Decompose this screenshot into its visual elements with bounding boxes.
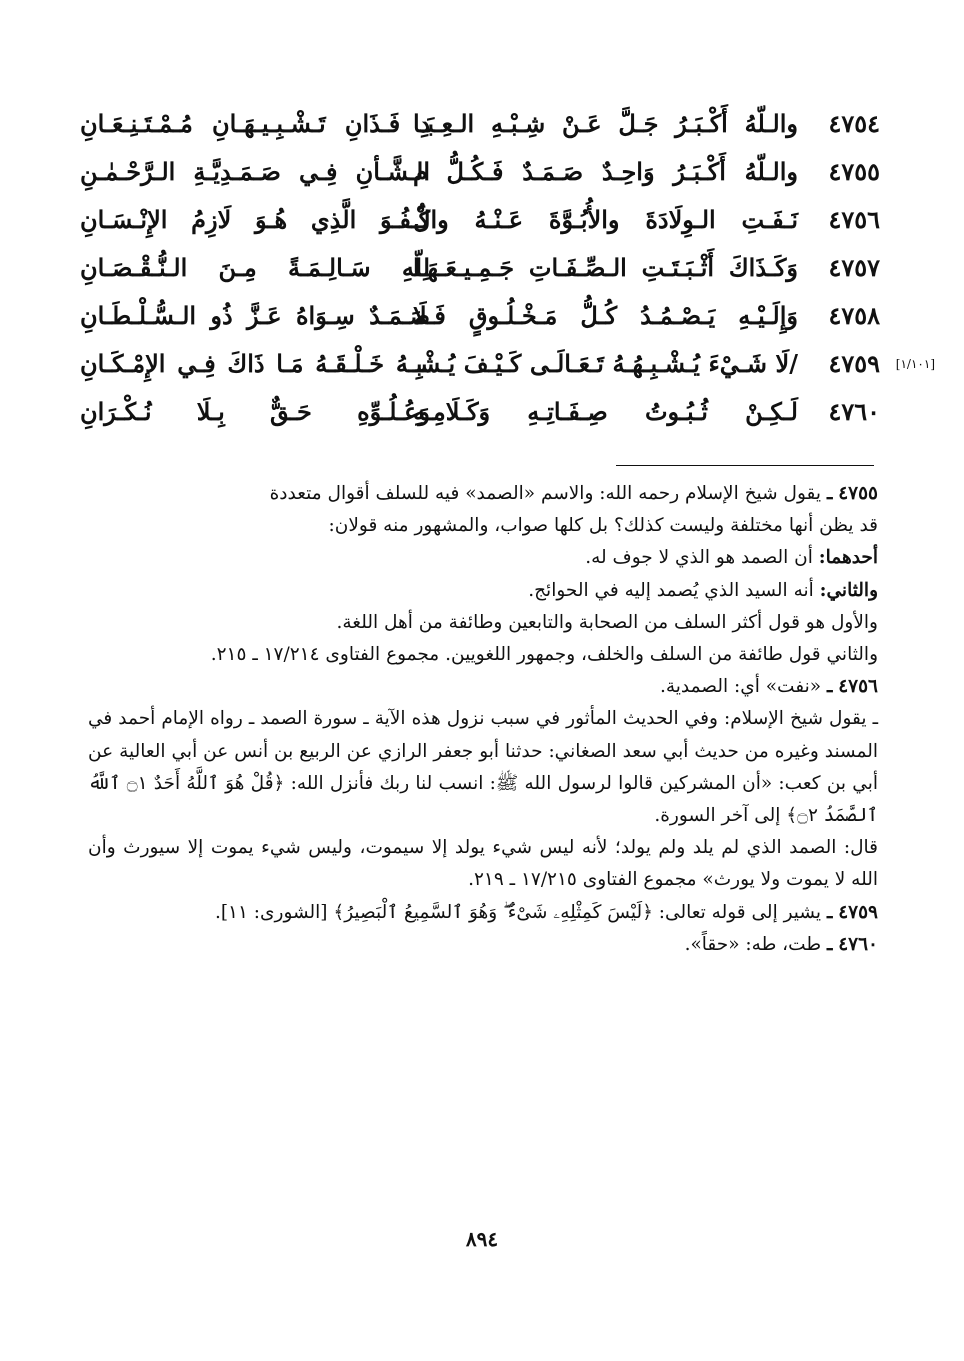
verse-second-hemistich: دِ فَـذَانِ تَـشْـبِـيـهَـانِ مُـمْـتَـنِـعَـانِ bbox=[80, 109, 430, 138]
footnote-number: ٤٧٥٦ bbox=[838, 676, 878, 698]
verse-second-hemistich: لِلّهِ سَـالِـمَـةً مِـنَ الـنُّـقْـصَـانِ bbox=[80, 253, 430, 282]
footnote-dash: ـ bbox=[826, 483, 833, 504]
footnote-paragraph: قال: الصمد الذي لم يلد ولم يولد؛ لأنه ليس شيء يولد إلا سيموت، وليس شيء يموت إلا سيورث وأن الله لا يموت ولا يورث» مجموع الفتاوى ١٧/٢١٥ ـ ٢١٩. bbox=[88, 837, 878, 891]
footnote-dash: ـ bbox=[826, 901, 833, 923]
verse-first-hemistich: وَكَـذَاكَ أَثْـبَـتَـتِ الـصِّـفَـاتِ جَـمِـيـعَـهَـا bbox=[413, 253, 798, 282]
footnote-4755 bbox=[88, 478, 878, 671]
verse-second-hemistich: وَعُـلُـوِّهِ حَـقٌّ بِـلَا نُـكْـرَانِ bbox=[80, 397, 430, 426]
verse-first-hemistich: لَـكِـنْ ثُـبُـوتُ صِـفَـاتِـهِ وَكَـلَامِـهِ bbox=[413, 397, 798, 426]
footnote-separator bbox=[616, 465, 874, 466]
footnote-dash: ـ bbox=[826, 676, 833, 698]
verse-number: ٤٧٥٤ bbox=[828, 109, 880, 138]
verse-first-hemistich: والـلّهُ أَكْـبَـرُ وَاحِـدٌ صَـمَـدٌ فَـكُـلُّ م bbox=[413, 157, 798, 186]
verse-number: ٤٧٥٧ bbox=[828, 253, 880, 282]
verse-second-hemistich: كُـفُـوَ الَّذِي هُـوَ لَازِمُ الإِنْـسَـانِ bbox=[80, 205, 430, 234]
verse-first-hemistich: وَإِلَـيْـهِ يَـصْـمُـدُ كُـلُّ مَـخْـلُـوقٍ فَـلَا bbox=[413, 301, 798, 330]
verse-second-hemistich: صَـمَـدٌ سِـوَاهُ عَـزَّ ذُو الـسُّـلْـطَـانِ bbox=[80, 301, 430, 330]
page-number: ٨٩٤ bbox=[465, 1227, 499, 1251]
list-text: أنه السيد الذي يُصمد إليه في الحوائج. bbox=[528, 579, 814, 601]
footnote-paragraph: قد يظن أنها مختلفة وليست كذلك؟ بل كلها صواب، والمشهور منه قولان: bbox=[328, 515, 878, 537]
footnote-text: يشير إلى قوله تعالى: ﴿لَيْسَ كَمِثْلِهِۦ شَىْءٌ ۖ وَهُوَ ٱلسَّمِيعُ ٱلْبَصِيرُ﴾ [الشورى: ١١]. bbox=[214, 901, 822, 923]
verse-number: ٤٧٥٦ bbox=[828, 205, 880, 234]
verse-number: ٤٧٥٨ bbox=[828, 301, 880, 330]
verse-4754 bbox=[60, 100, 900, 148]
footnote-paragraph: والأول هو قول أكثر السلف من الصحابة والتابعين وطائفة من أهل اللغة. bbox=[336, 611, 878, 633]
verse-second-hemistich: الـشَّـأنِ فِـي صَـمَـدِيَّـةِ الـرَّحْـمٰـنِ bbox=[80, 157, 430, 186]
footnote-number: ٤٧٦٠ bbox=[838, 933, 878, 955]
footnote-paragraph: ـ يقول شيخ الإسلام: وفي الحديث المأثور في سبب نزول هذه الآية ـ سورة الصمد ـ رواه الإمام أحمد في المسند وغيره من حديث أبي سعد الصغاني: حدثنا أبو جعفر الرازي عن الربيع بن أنس عن أبي العالية عن أبي بن كعب: «أن المشركين قالوا لرسول الله ﷺ: انسب لنا ربك فأنزل الله: ﴿قُلْ هُوَ ٱللَّهُ أَحَدٌ ۝١ ٱللَّهُ ٱلصَّمَدُ ۝٢﴾ إلى آخر السورة. bbox=[88, 708, 879, 827]
verse-4758 bbox=[60, 292, 900, 340]
verse-number: ٤٧٦٠ bbox=[828, 397, 880, 426]
footnote-dash: ـ bbox=[826, 933, 833, 955]
footnote-4756 bbox=[88, 671, 878, 896]
manuscript-folio-marker: [١/١٠١] bbox=[895, 357, 935, 371]
verse-4759 bbox=[60, 340, 935, 388]
footnote-text: طت، طه: «حقاً». bbox=[684, 933, 822, 955]
footnote-paragraph: والثاني قول طائفة من السلف والخلف، وجمهور اللغويين. مجموع الفتاوى ١٧/٢١٤ ـ ٢١٥. bbox=[210, 644, 878, 666]
verse-4755 bbox=[60, 148, 900, 196]
footnote-4760 bbox=[88, 929, 878, 961]
verse-number: ٤٧٥٥ bbox=[828, 157, 880, 186]
verse-4757 bbox=[60, 244, 900, 292]
footnote-text: يقول شيخ الإسلام رحمه الله: والاسم «الصمد» فيه للسلف أقوال متعددة bbox=[269, 483, 822, 504]
verse-first-hemistich: /لَا شَـيْءَ يُـشْـبِـهُـهُ تَـعَـالَـى كَـيْـفَ يُـشْـ bbox=[413, 349, 798, 378]
footnote-text: «نفت» أي: الصمدية. bbox=[659, 676, 822, 698]
verse-second-hemistich: ـبِـهُ خَـلْـقَـهُ مَـا ذَاكَ فِـي الإِمْـكَـانِ bbox=[80, 349, 430, 378]
list-text: أن الصمد هو الذي لا جوف له. bbox=[585, 547, 813, 569]
verse-first-hemistich: والـلّهُ أَكْـبَـرُ جَـلَّ عَـنْ شِـبْـهِ الـعِـبَـا bbox=[413, 109, 798, 138]
footnote-list-item bbox=[88, 542, 878, 574]
verse-first-hemistich: نَـفَـتِ الـوِلَادَةَ والأُبُـوَّةَ عَـنْـهُ والْ bbox=[413, 205, 798, 234]
poem-verses bbox=[60, 100, 935, 436]
footnote-number: ٤٧٥٩ bbox=[838, 901, 878, 923]
footnote-number: ٤٧٥٥ bbox=[838, 483, 878, 504]
list-label: والثاني: bbox=[819, 579, 878, 601]
footnote-4759 bbox=[88, 897, 878, 929]
verse-4760 bbox=[60, 388, 900, 436]
verse-number: ٤٧٥٩ bbox=[828, 349, 880, 378]
verse-4756 bbox=[60, 196, 900, 244]
list-label: أحدهما: bbox=[818, 547, 878, 569]
footnotes bbox=[88, 478, 878, 961]
footnote-list-item bbox=[88, 575, 878, 607]
